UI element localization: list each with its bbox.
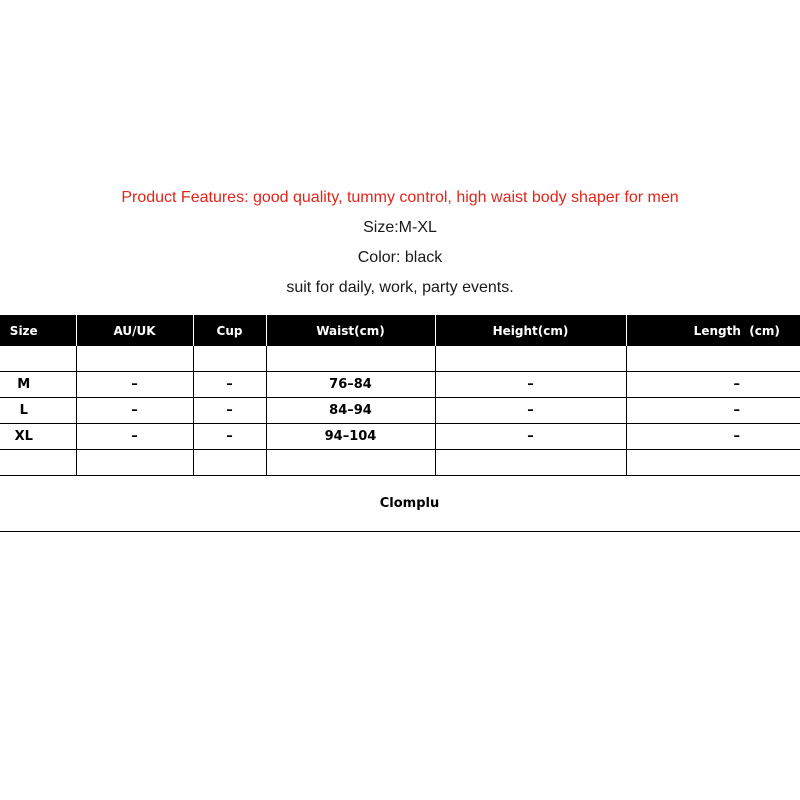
product-features-text: Product Features: good quality, tummy control, high waist body shaper for men <box>121 189 679 206</box>
color-text: Color: black <box>357 249 443 266</box>
height-cell: – <box>435 424 626 450</box>
cup-cell <box>193 346 266 372</box>
au-uk-cell: – <box>76 424 193 450</box>
header-waist: Waist(cm) <box>266 315 435 346</box>
header-length: Length (cm) <box>626 315 800 346</box>
product-info <box>0 183 800 303</box>
length-cell: – <box>626 398 800 424</box>
size-cell: XL <box>0 424 76 450</box>
height-cell: – <box>435 398 626 424</box>
size-cell: M <box>0 372 76 398</box>
table-row <box>0 450 800 476</box>
length-cell <box>626 346 800 372</box>
cup-cell: – <box>193 398 266 424</box>
usage-text: suit for daily, work, party events. <box>286 279 514 296</box>
height-cell: – <box>435 372 626 398</box>
size-cell: L <box>0 398 76 424</box>
cup-cell: – <box>193 372 266 398</box>
height-cell <box>435 346 626 372</box>
table-row <box>0 398 800 424</box>
header-au-uk: AU/UK <box>76 315 193 346</box>
header-cup: Cup <box>193 315 266 346</box>
size-chart-header-row <box>0 315 800 346</box>
waist-cell <box>266 346 435 372</box>
length-cell: – <box>626 372 800 398</box>
au-uk-cell <box>76 450 193 476</box>
length-cell <box>626 450 800 476</box>
header-size: Size <box>0 315 76 346</box>
table-row <box>0 424 800 450</box>
au-uk-cell <box>76 346 193 372</box>
waist-cell <box>266 450 435 476</box>
waist-cell: 76–84 <box>266 372 435 398</box>
size-cell <box>0 346 76 372</box>
au-uk-cell: – <box>76 372 193 398</box>
size-cell <box>0 450 76 476</box>
size-chart-table <box>0 315 800 532</box>
brand-name: Clomplu <box>0 476 800 532</box>
length-cell: – <box>626 424 800 450</box>
table-row <box>0 372 800 398</box>
header-height: Height(cm) <box>435 315 626 346</box>
size-range-text: Size:M-XL <box>363 219 437 236</box>
cup-cell: – <box>193 424 266 450</box>
waist-cell: 84–94 <box>266 398 435 424</box>
waist-cell: 94–104 <box>266 424 435 450</box>
au-uk-cell: – <box>76 398 193 424</box>
brand-row <box>0 476 800 532</box>
cup-cell <box>193 450 266 476</box>
table-row <box>0 346 800 372</box>
height-cell <box>435 450 626 476</box>
